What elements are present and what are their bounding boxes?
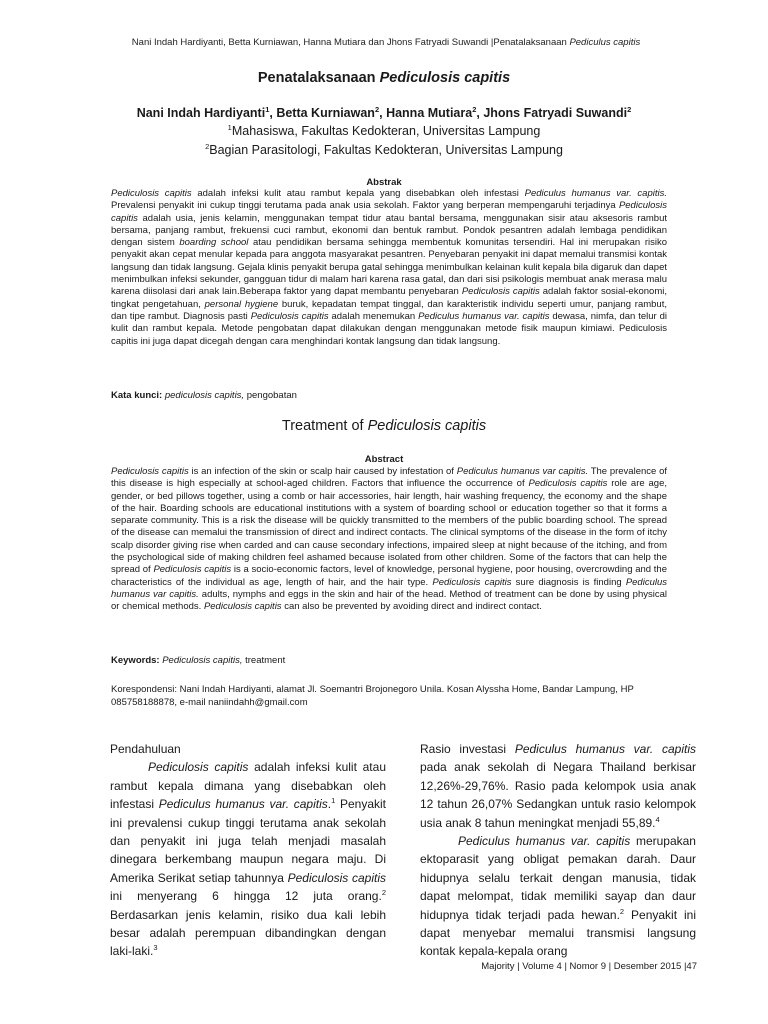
- english-title-species: Pediculosis capitis: [367, 418, 487, 434]
- author-name: , Jhons Fatryadi Suwandi: [476, 106, 628, 120]
- body-text: adalah infeksi kulit atau rambut kepala dimana yang disebabkan oleh infestasi: [110, 760, 386, 812]
- italic-term: boarding school: [179, 237, 249, 249]
- author-affil-mark: 2: [472, 104, 477, 114]
- species-term: Pediculosis capitis: [461, 286, 540, 298]
- affiliation-1: [0, 124, 768, 138]
- abstrak-text: adalah infeksi kulit atau rambut kepala yang disebabkan oleh infestasi: [191, 188, 525, 199]
- author-affil-mark: 1: [265, 104, 270, 114]
- citation-mark: 1: [331, 796, 336, 806]
- abstract-text: is a socio-economic factors, level of knowledge, personal hygiene, poor housing, overcrowding and the characteristics of the individual as age, length of hair, and the hair type.: [111, 564, 668, 588]
- article-title: [0, 70, 768, 86]
- affiliation-text: Bagian Parasitologi, Fakultas Kedokteran, Universitas Lampung: [209, 143, 563, 157]
- species-term: Pediculosis capitis: [528, 478, 608, 490]
- species-term: Pediculus humanus var. capitis: [418, 310, 550, 322]
- body-text: pada anak sekolah di Negara Thailand berkisar 12,26%-29,76%. Rasio pada kelompok usia anak 12 tahun 26,07% Sedangkan untuk rasio kelompok usia anak 8 tahun meningkat menjadi 55,89.: [420, 760, 696, 830]
- body-text: .: [327, 797, 332, 812]
- species-term: Pediculosis capitis: [111, 200, 667, 224]
- body-text: Penyakit ini prevalensi cukup tinggi terutama anak sekolah dan penyakit ini juga telah menjadi masalah dinegara berkembang maupun negara maju. Di Amerika Serikat setiap tahunnya: [110, 797, 386, 885]
- title-species: Pediculosis capitis: [379, 70, 511, 86]
- kata-kunci-label: Kata kunci:: [111, 390, 163, 401]
- species-term: Pediculosis capitis: [148, 760, 249, 775]
- species-term: Pediculus humanus var. capitis: [514, 742, 696, 756]
- abstrak-text: dewasa, nimfa, dan telur di kulit dan rambut kepala. Metode pengobatan dapat dilakukan dengan menggunakan metode fisik maupun kimiawi. Pediculosis capitis ini juga dapat dicegah dengan cara menghindari kontak langsung dan tidak langsung.: [111, 310, 667, 347]
- running-head-authors: Nani Indah Hardiyanti, Betta Kurniawan, Hanna Mutiara dan Jhons Fatryadi Suwandi: [131, 37, 489, 48]
- species-term: Pediculosis capitis: [153, 564, 232, 576]
- abstrak-text: Prevalensi penyakit ini cukup tinggi terutama pada anak usia sekolah. Faktor yang berperan mempengaruhi terjadinya: [111, 200, 619, 212]
- intro-paragraph: [110, 758, 386, 960]
- species-term: Pediculosis capitis: [250, 310, 329, 322]
- citation-mark: 2: [381, 888, 386, 898]
- ratio-paragraph: [420, 740, 696, 832]
- author-name: Nani Indah Hardiyanti: [136, 106, 266, 120]
- body-text: ini menyerang 6 hingga 12 juta orang.: [110, 889, 382, 904]
- species-term: Pediculus humanus var. capitis: [158, 797, 328, 812]
- abstrak-text: adalah faktor sosial-ekonomi, tingkat pengetahuan,: [111, 286, 667, 310]
- section-heading: Pendahuluan: [110, 742, 181, 756]
- citation-mark: 2: [619, 906, 625, 916]
- species-term: Pediculosis capitis: [432, 576, 512, 588]
- english-title: [0, 418, 768, 434]
- right-column: [420, 740, 696, 961]
- author-affil-mark: 2: [374, 104, 380, 114]
- affiliation-mark: 2: [205, 141, 210, 151]
- abstract-text: role are age, gender, or bed pillows together, using a comb or hair accessories, hair length, hair washing frequency, the economy and the shape of the hair. Boarding schools are educational institutions with a system of boarding school or education together so that it forms a separate community. This is a risk the disease will be quickly transmitted to the members of the public boarding school. The spread of the disease can memalui the transmission of direct and indirect contacts. The clinical symptoms of the disease in the form of itchy scalp disorder giving rise when carded and can cause secondary infections, impaired sleep at night because of the itching, and from the psychological side of making children feel ashamed because isolated from other children. Some of the factors that can help the spread of: [111, 478, 668, 576]
- citation-mark: 3: [153, 943, 158, 953]
- abstract-text: can also be prevented by avoiding direct and indirect contact.: [281, 601, 542, 613]
- affiliation-mark: 1: [227, 122, 232, 132]
- page-footer: Majority | Volume 4 | Nomor 9 | Desember 2015 |47: [481, 961, 697, 972]
- english-title-prefix: Treatment of: [281, 418, 368, 434]
- title-prefix: Penatalaksanaan: [257, 70, 380, 86]
- keywords-label: Keywords:: [111, 655, 160, 666]
- species-term: Pediculus humanus var capitis.: [111, 576, 668, 600]
- species-term: Pediculus humanus var capitis.: [456, 466, 589, 477]
- species-term: Pediculosis capitis: [111, 466, 189, 477]
- species-term: Pediculus humanus var. capitis.: [524, 188, 667, 199]
- body-text: merupakan ektoparasit yang obligat pemakan darah. Daur hidupnya selalu terkait dengan manusia, tidak dapat melompat, tidak memiliki sayap dan daur hidupnya tidak terjadi pada hewan.: [420, 834, 696, 922]
- abstrak-body: [111, 188, 667, 348]
- body-text: Penyakit ini dapat menyebar memalui transmisi langsung kontak kepala-kepala orang: [420, 907, 696, 959]
- italic-term: personal hygiene: [204, 298, 279, 310]
- abstrak-text: buruk, kepadatan tempat tinggal, dan karakteristik individu seperti umur, panjang rambut, dan tipe rambut. Diagnosis pasti: [111, 298, 667, 322]
- author-name: , Hanna Mutiara: [379, 106, 473, 120]
- author-name: , Betta Kurniawan: [269, 106, 375, 120]
- keywords-term: treatment: [242, 655, 286, 666]
- citation-mark: 4: [655, 814, 660, 824]
- author-affil-mark: 2: [627, 104, 632, 114]
- species-term: Pediculus humanus var. capitis: [458, 834, 631, 849]
- abstract-heading: Abstract: [364, 454, 404, 465]
- ectoparasite-paragraph: [420, 832, 696, 961]
- author-list: [0, 106, 768, 120]
- abstract-text: adults, nymphs and eggs in the skin and hair of the head. Method of treatment can be done by using physical or chemical methods.: [111, 588, 668, 613]
- running-head-species: Pediculus capitis: [569, 37, 641, 48]
- affiliation-text: Mahasiswa, Fakultas Kedokteran, Universitas Lampung: [231, 124, 541, 138]
- running-head-separator: |Penatalaksanaan: [488, 37, 570, 48]
- abstrak-text: adalah menemukan: [328, 310, 419, 322]
- correspondence: Korespondensi: Nani Indah Hardiyanti, alamat Jl. Soemantri Brojonegoro Unila. Kosan Alyssha Home, Bandar Lampung, HP 085758188878, e-mail naniindahh@gmail.com: [111, 684, 634, 708]
- affiliation-2: [0, 143, 768, 157]
- keywords: [111, 655, 667, 666]
- species-term: Pediculosis capitis: [111, 188, 192, 199]
- abstrak-text: adalah usia, jenis kelamin, menggunakan tempat tidur atau bantal bersama, menggunakan sisir atau aksesoris rambut bersama, panjang rambut, frekuensi cuci rambut, ekonomi dan bentuk rambut. Pondok pesantren adalah lembaga pendidikan dengan sistem: [111, 212, 667, 249]
- abstract-body: [111, 466, 667, 614]
- keywords-term: Pediculosis capitis,: [159, 655, 243, 666]
- abstract-text: sure diagnosis is finding: [511, 576, 626, 588]
- abstract-text: is an infection of the skin or scalp hair caused by infestation of: [188, 466, 457, 477]
- body-text: Berdasarkan jenis kelamin, risiko dua kali lebih besar adalah perempuan dibandingkan dengan laki-laki.: [110, 907, 386, 959]
- abstrak-text: atau pendidikan bersama sehingga membentuk komunitas tersendiri. Hal ini merupakan risiko penyakit akan cepat menular kepada para anggota masyarakat pesantren. Penyebaran penyakit ini dapat memalui transmisi kontak langsung dan tidak langsung. Gejala klinis penyakit berupa gatal sehingga menimbulkan kelainan kulit kepala bila digaruk dan dapet menimbulkan infeksi sekunder, gangguan tidur di malam hari karena rasa gatal, dan dari sisi psikologis membuat anak merasa malu karena diisolasi dari anak lain.Beberapa faktor yang dapat membantu penyebaran: [111, 237, 667, 298]
- species-term: Pediculosis capitis: [287, 870, 387, 885]
- body-text: Rasio investasi: [420, 742, 515, 756]
- running-head: [100, 37, 672, 48]
- species-term: Pediculosis capitis: [203, 601, 282, 613]
- abstrak-heading: Abstrak: [366, 177, 402, 188]
- abstract-text: The prevalence of this disease is high especially at school-aged children. Factors that influence the occurrence of: [111, 466, 667, 490]
- left-column: [110, 740, 386, 961]
- kata-kunci-term: pediculosis capitis,: [162, 390, 245, 401]
- kata-kunci: [111, 390, 667, 401]
- kata-kunci-term: pengobatan: [244, 390, 297, 401]
